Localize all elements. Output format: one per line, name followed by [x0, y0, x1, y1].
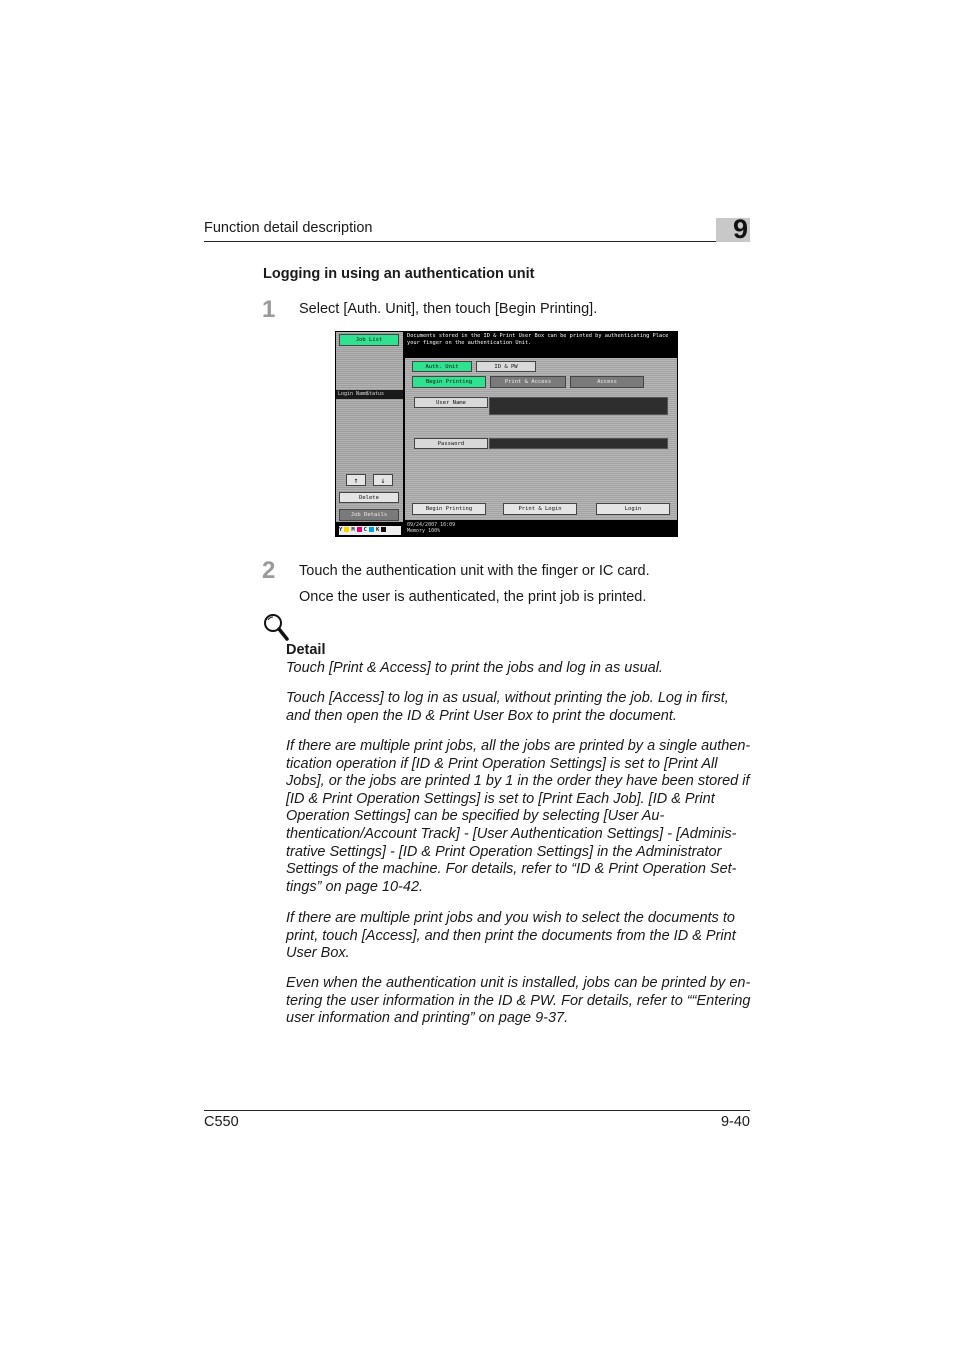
access-tab[interactable]: Access — [570, 376, 644, 388]
user-name-field[interactable] — [489, 397, 668, 415]
memory-readout: Memory 100% — [407, 528, 441, 534]
toner-m-swatch — [357, 527, 362, 532]
scroll-down-icon[interactable]: ↓ — [373, 474, 393, 486]
running-header-title: Function detail description — [204, 220, 373, 236]
chapter-number: 9 — [732, 214, 748, 244]
control-panel-screenshot — [335, 331, 678, 537]
delete-button[interactable]: Delete — [339, 492, 399, 503]
status-bar — [405, 520, 678, 537]
magnifier-icon — [262, 612, 290, 642]
begin-printing-tab[interactable]: Begin Printing — [412, 376, 486, 388]
toner-y-swatch — [344, 527, 349, 532]
detail-note-1: Touch [Print & Access] to print the jobs and log in as usual. — [286, 660, 663, 676]
print-access-tab[interactable]: Print & Access — [490, 376, 566, 388]
status-column: Status — [366, 391, 385, 397]
print-login-button[interactable]: Print & Login — [503, 503, 577, 515]
detail-note-5: Even when the authentication unit is installed, jobs can be printed by en-tering the user information in the ID & PW. For details, refer to ““Entering user information and printing” on page 9-37. — [286, 975, 751, 1027]
toner-k-swatch — [381, 527, 386, 532]
step-number-2: 2 — [262, 557, 276, 584]
toner-indicator — [339, 526, 401, 535]
toner-y-label: Y — [339, 527, 343, 533]
id-pw-tab[interactable]: ID & PW — [476, 361, 536, 372]
step-text-2: Touch the authentication unit with the finger or IC card. — [299, 563, 650, 579]
password-field[interactable] — [489, 438, 668, 449]
screen-message: Documents stored in the ID & Print User Box can be printed by authenticating Place your finger on the authentication Unit. — [407, 333, 669, 346]
datetime-readout: 09/24/2007 16:09 — [407, 522, 456, 528]
job-details-button[interactable]: Job Details — [339, 509, 399, 521]
toner-c-label: C — [363, 527, 367, 533]
detail-note-3: If there are multiple print jobs, all the jobs are printed by a single authen-tication operation if [ID & Print Operation Settings] is set to [Print All Jobs], or the jobs are printed 1 by 1 in the order they have been stored if [ID & Print Operation Settings] is set to [Print Each Job]. [ID & Print Operation Settings] can be specified by selecting [User Au-thentication/Account Track] - [User Authentication Settings] - [Adminis-trative Settings] - [ID & Print Operation Settings] in the Administrator Settings of the machine. For details, refer to “ID & Print Operation Set-tings” on page 10-42. — [286, 738, 751, 895]
detail-note-2: Touch [Access] to log in as usual, without printing the job. Log in first, and then open the ID & Print User Box to print the document. — [286, 690, 729, 724]
header-rule — [204, 241, 750, 242]
step-number-1: 1 — [262, 296, 276, 323]
toner-k-label: K — [375, 527, 380, 533]
toner-m-label: M — [351, 527, 355, 533]
login-button[interactable]: Login — [596, 503, 670, 515]
login-name-column: Login Name — [338, 391, 369, 397]
job-status-header — [336, 390, 403, 399]
detail-note-4: If there are multiple print jobs and you wish to select the documents to print, touch [Access], and then print the documents from the ID & Print User Box. — [286, 910, 736, 962]
step-text-1: Select [Auth. Unit], then touch [Begin Printing]. — [299, 301, 598, 317]
password-button[interactable]: Password — [414, 438, 488, 449]
auth-unit-tab[interactable]: Auth. Unit — [412, 361, 472, 372]
footer-model: C550 — [204, 1114, 239, 1130]
section-title: Logging in using an authentication unit — [263, 266, 535, 282]
toner-c-swatch — [369, 527, 374, 532]
job-list-button[interactable]: Job List — [339, 334, 399, 346]
scroll-up-icon[interactable]: ↑ — [346, 474, 366, 486]
detail-label: Detail — [286, 642, 326, 658]
user-name-button[interactable]: User Name — [414, 397, 488, 408]
footer-rule — [204, 1110, 750, 1111]
footer-page-number: 9-40 — [720, 1114, 750, 1130]
begin-printing-button[interactable]: Begin Printing — [412, 503, 486, 515]
step-subtext-2: Once the user is authenticated, the print job is printed. — [299, 589, 647, 605]
